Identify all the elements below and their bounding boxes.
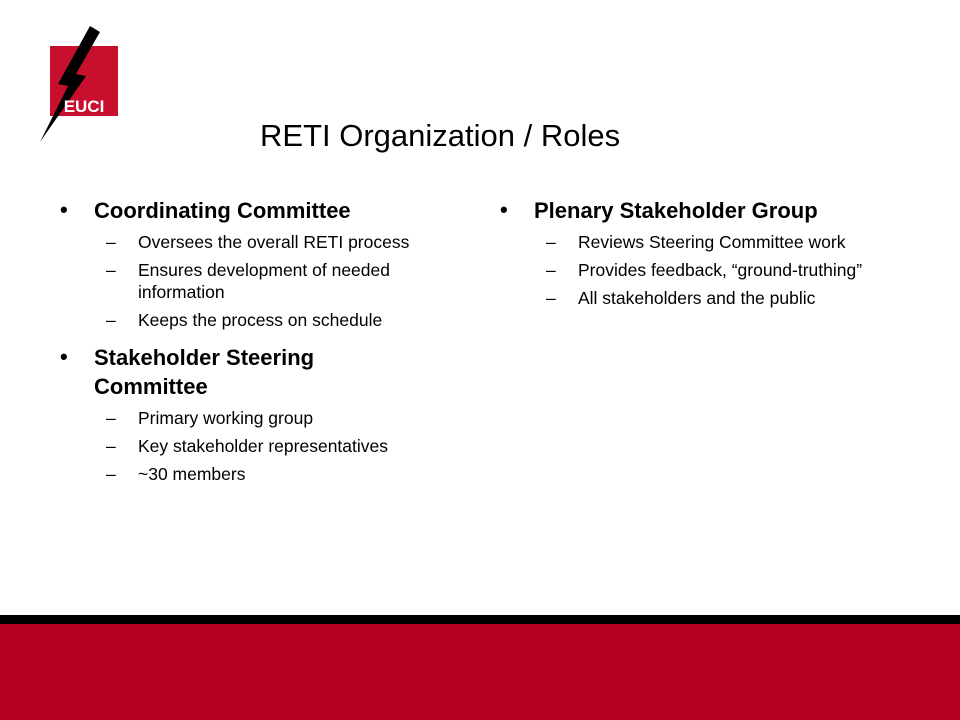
left-column: [60, 196, 430, 495]
sub-list: [534, 231, 900, 309]
sub-list: [94, 407, 430, 485]
dash-marker: –: [106, 260, 116, 280]
sub-item: [94, 407, 430, 429]
sub-item-text: ~30 members: [138, 464, 246, 484]
dash-marker: –: [546, 288, 556, 308]
right-column: [500, 196, 900, 319]
dash-marker: –: [546, 260, 556, 280]
sub-item-text: Provides feedback, “ground-truthing”: [578, 260, 863, 280]
sub-item: [534, 231, 900, 253]
sub-item-text: Primary working group: [138, 408, 314, 428]
dash-marker: –: [106, 464, 116, 484]
sub-item: [94, 435, 430, 457]
sub-item: [94, 463, 430, 485]
sub-item: [534, 259, 900, 281]
logo-text: EUCI: [63, 97, 105, 116]
bullet-heading: Coordinating Committee: [94, 198, 351, 223]
dash-marker: –: [106, 232, 116, 252]
bullet-marker: •: [60, 197, 68, 222]
bullet-plenary-stakeholder-group: [500, 196, 900, 309]
dash-marker: –: [546, 232, 556, 252]
bullet-marker: •: [60, 344, 68, 369]
sub-item: [94, 309, 430, 331]
sub-item-text: Reviews Steering Committee work: [578, 232, 846, 252]
bullet-heading: Plenary Stakeholder Group: [534, 198, 818, 223]
bullet-stakeholder-steering-committee: [60, 343, 430, 485]
sub-item: [94, 259, 430, 303]
slide-title: RETI Organization / Roles: [260, 118, 621, 153]
sub-item: [534, 287, 900, 309]
sub-item-text: Oversees the overall RETI process: [138, 232, 410, 252]
bullet-heading: Stakeholder Steering Committee: [94, 345, 315, 399]
lightning-bolt-icon: [38, 26, 120, 144]
dash-marker: –: [106, 408, 116, 428]
bullet-marker: •: [500, 197, 508, 222]
sub-item-text: Key stakeholder representatives: [138, 436, 388, 456]
bullet-coordinating-committee: [60, 196, 430, 331]
footer-band: [0, 624, 960, 720]
sub-item: [94, 231, 430, 253]
sub-item-text: All stakeholders and the public: [578, 288, 816, 308]
sub-item-text: Ensures development of needed information: [138, 260, 390, 302]
euci-logo: [38, 26, 120, 144]
footer-divider: [0, 615, 960, 624]
dash-marker: –: [106, 310, 116, 330]
dash-marker: –: [106, 436, 116, 456]
sub-list: [94, 231, 430, 331]
sub-item-text: Keeps the process on schedule: [138, 310, 383, 330]
